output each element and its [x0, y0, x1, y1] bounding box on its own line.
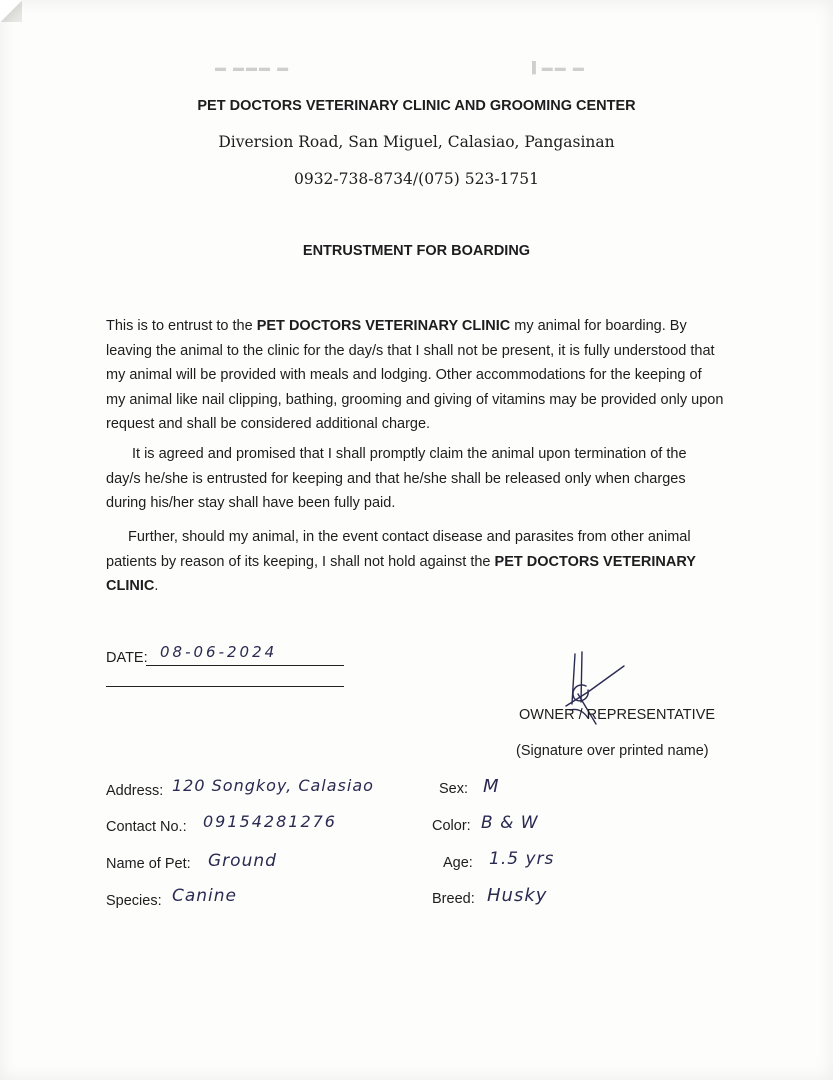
signature-note: (Signature over printed name) — [516, 743, 709, 759]
clinic-phones: 0932-738-8734/(075) 523-1751 — [293, 170, 540, 188]
contact-value: 09154281276 — [203, 812, 337, 831]
paragraph-text: Further, should my animal, in the event contact disease and parasites from other animal patients by reason of its keeping, I shall not hold against the — [106, 529, 691, 570]
age-label: Age: — [443, 855, 473, 871]
color-value: B & W — [481, 813, 539, 833]
clinic-name: PET DOCTORS VETERINARY CLINIC AND GROOMING CENTER — [197, 98, 636, 114]
age-value: 1.5 yrs — [489, 849, 555, 869]
owner-representative-label: OWNER / REPRESENTATIVE — [519, 707, 716, 723]
document-title: ENTRUSTMENT FOR BOARDING — [302, 243, 531, 259]
paragraph-text: This is to entrust to the — [106, 318, 257, 334]
contact-label: Contact No.: — [106, 819, 187, 835]
paragraph-claim-terms: It is agreed and promised that I shall promptly claim the animal upon termination of the day/s he/she is entrusted for keeping and that he/she shall be released only when charges during his/her stay shall have been fully paid. — [106, 446, 687, 511]
breed-value: Husky — [487, 885, 548, 906]
pet-name-value: Ground — [208, 851, 277, 871]
color-label: Color: — [432, 818, 471, 834]
date-label: DATE: — [106, 650, 148, 666]
paragraph-text: my animal for boarding. By leaving the animal to the clinic for the day/s that I shall not be present, it is fully understood that my animal will be provided with meals and lodging. Other accommodations for the keeping of my animal like nail clipping, bathing, grooming and giving of vitamins may be provided only upon request and shall be considered additional charge. — [106, 318, 724, 432]
species-value: Canine — [172, 886, 238, 906]
address-label: Address: — [106, 783, 164, 799]
breed-label: Breed: — [432, 891, 475, 907]
address-value: 120 Songkoy, Calasiao — [172, 776, 374, 795]
date-underline — [146, 665, 344, 666]
clinic-name-inline: PET DOCTORS VETERINARY CLINIC — [256, 318, 511, 334]
clinic-address: Diversion Road, San Miguel, Calasiao, Pangasinan — [218, 133, 615, 151]
show-through-mark: ▌▬▬ ▬ — [532, 62, 586, 74]
show-through-mark: ▬ ▬▬▬ ▬ — [215, 62, 291, 74]
species-label: Species: — [106, 893, 162, 909]
paragraph-entrustment — [106, 314, 724, 437]
blank-line — [106, 686, 344, 687]
folded-corner — [0, 0, 22, 22]
sex-value: M — [483, 776, 500, 797]
clinic-name-inline: PET DOCTORS VETERINARY CLINIC — [106, 553, 696, 594]
pet-name-label: Name of Pet: — [106, 856, 191, 872]
paragraph-liability — [106, 525, 724, 599]
paragraph-text: . — [154, 578, 159, 594]
sex-label: Sex: — [439, 781, 469, 797]
date-value: 08-06-2024 — [160, 643, 278, 661]
